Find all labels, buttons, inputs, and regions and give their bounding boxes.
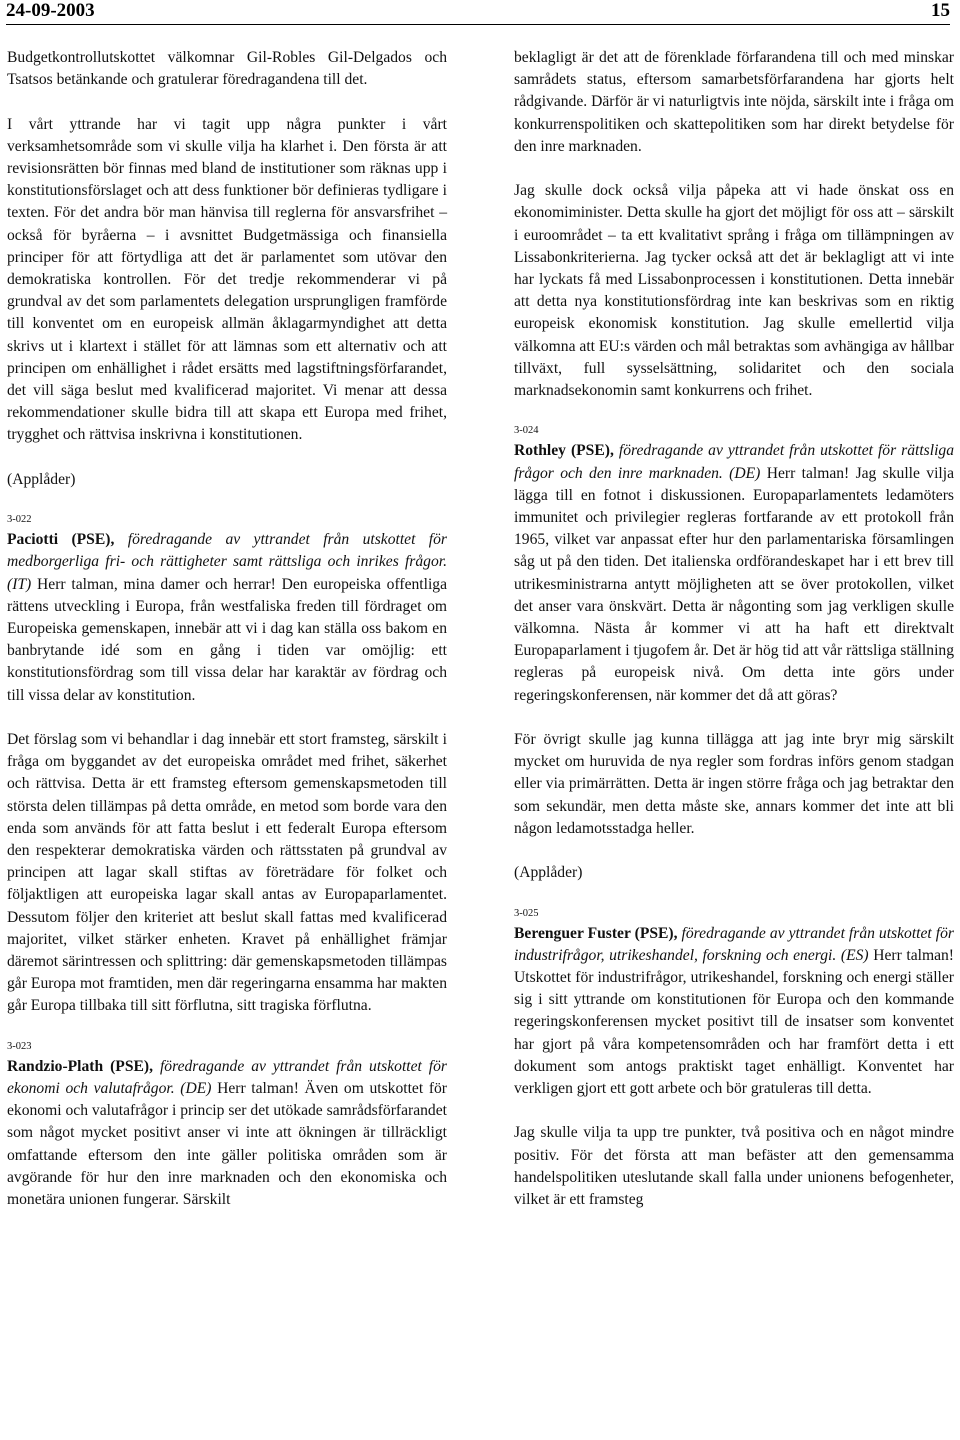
speech-id: 3-023 [7,1040,32,1052]
speaker-name: Randzio-Plath (PSE), [7,1057,153,1075]
speech-id: 3-024 [514,425,539,437]
speech-text: Herr talman! Utskottet för industrifrågor, utrikeshandel, forskning och energi ställer sig i sitt yttrande om konstitutionen för Europa och den kommande regeringskonferensen mycket positivt till de insatser som konventet har gjort på våra kompetensområden och har framfört detta i ett dokument som antogs praktiskt taget enhälligt. Konventet har verkligen gjort ett gott arbete och bör gratuleras till detta. [514,946,954,1098]
left-column [7,47,447,1211]
language-code: (DE) [180,1080,212,1098]
applause-note: (Applåder) [514,864,583,882]
page-number: 15 [931,0,950,21]
paragraph: Jag skulle vilja ta upp tre punkter, två positiva och en något mindre positiv. För det första att man befäster att den gemensamma handelspolitiken uteslutande skall falla under unionens befogenheter, vilket är ett framsteg [514,1124,954,1209]
language-code: (DE) [729,464,761,482]
speaker-role: föredragande av yttrandet från utskottet för medborgerliga fri- och rättigheter samt rättsliga och inrikes frågor. [7,531,447,571]
speech-text: Herr talman! Jag skulle vilja lägga till en fotnot i diskussionen. Europaparlamentets ledamöters immunitet och privilegier regleras fortfarande av ett protokoll från 1965, vilket var anpassat efter hur den parlamentariska församlingen såg ut på den tiden. Det italienska ordförandeskapet har i ett brev till utrikesministrarna antytt möjligheten att se över protokollen, vilket det anser vara önskvärt. Detta är någonting som jag verkligen skulle välkomna. Nästa år kommer vi att ha haft ett direktvalt Europaparlament i tjugofem år. Det är hög tid att vår rättsliga ställning regleras på europeisk nivå. Om detta inte görs under regeringskonferensen, när kommer det då att göras? [514,464,954,704]
speech-id: 3-025 [514,907,539,919]
speaker-name: Paciotti (PSE), [7,531,115,549]
header-date: 24-09-2003 [6,0,95,21]
speaker-role: föredragande av yttrandet från utskottet för rättsliga frågor och den inre marknaden. [514,442,955,482]
paragraph: Jag skulle dock också vilja påpeka att vi hade önskat oss en ekonomiminister. Detta skulle ha gjort det möjligt för oss att – särskilt i euroområdet – ta ett kvalitativt språng i fråga om tillämpningen av Lissabonkriterierna. Jag tycker också att det är beklagligt att vi inte har lyckats få med Lissabonprocessen i konstitutionen. Detta innebär att detta nya konstitutionsfördrag inte kan beskrivas som en riktig europeisk ekonomisk konstitution. Jag skulle emellertid vilja välkomna att EU:s värden och mål betraktas som avhängiga av hållbar tillväxt, full sysselsättning, solidaritet och den sociala marknadsekonomin samt konkurrens och frihet. [514,182,954,400]
paragraph: beklagligt är det att de förenklade förfarandena till och med minskar samrådets status, eftersom samarbetsförfarandena har gjorts helt rådgivande. Därför är vi naturligtvis inte nöjda, särskilt inte i fråga om konkurrenspolitiken och skattepolitiken som har direkt betydelse för den inre marknaden. [514,49,954,155]
speech-id: 3-022 [7,514,32,526]
speaker-role: föredragande av yttrandet från utskottet för industrifrågor, utrikeshandel, forskning och energi. [514,924,954,964]
language-code: (IT) [7,575,32,593]
speaker-name: Rothley (PSE), [514,442,614,460]
speech-text: Herr talman! Även om utskottet för ekonomi och valutafrågor i princip ser det utökade samrådsförfarandet som något mycket positivt anser vi inte att ökningen är tillräckligt omfattande eftersom den inte gäller politiska områden som är avgörande för hur den inre marknaden och den ekonomiska och monetära unionen fungerar. Särskilt [7,1080,447,1209]
paragraph: För övrigt skulle jag kunna tillägga att jag inte bryr mig särskilt mycket om huruvida de nya regler som fordras införs genom stadgan eller via primärrätten. Detta är ingen större fråga och jag betraktar den som sekundär, men detta måste ske, annars kommer det inte att bli någon ledamotsstadga heller. [514,731,954,837]
speaker-role: föredragande av yttrandet från utskottet för ekonomi och valutafrågor. [7,1057,448,1098]
speaker-name: Berenguer Fuster (PSE), [514,924,678,942]
paragraph: Budgetkontrollutskottet välkomnar Gil-Robles Gil-Delgados och Tsatsos betänkande och gratulerar föredragandena till det. [7,49,447,89]
applause-note: (Applåder) [7,470,76,488]
page-header [6,0,950,25]
paragraph: Det förslag som vi behandlar i dag innebär ett stort framsteg, särskilt i fråga om byggandet av det europeiska området med frihet, säkerhet och rättvisa. Detta är ett framsteg eftersom gemenskapsmetoden till största delen tillämpas på detta område, en metod som borde vara den enda som används för att fatta beslut i ett federalt Europa eftersom den respekterar demokratiska värden och rättsstaten på grundval av principen att lagar skall stiftas av företrädare för folket och följaktligen att europeiska lagar skall antas av Europaparlamentet. Dessutom följer den kriteriet att beslut skall fattas med kvalificerad majoritet, vilket stärker enheten. Kravet på enhällighet främjar däremot särintressen och splittring: där gemenskapsmetoden tillämpas går Europa mot framtiden, men där regeringarna ensamma har makten går Europa tillbaka till sitt förflutna, sitt tragiska förflutna. [7,731,447,1015]
paragraph: I vårt yttrande har vi tagit upp några punkter i vårt verksamhetsområde som vi skulle vilja ha klarhet i. Den första är att revisionsrätten bör finnas med bland de institutioner som räknas upp i konstitutionsförslaget och att dess funktioner bör definieras tydligare i texten. För det andra bör man hänvisa till reglerna för ansvarsfrihet – också för byråerna – i avsnittet Budgetmässiga och finansiella principer för att förtydliga att det är parlamentet som utövar den demokratiska kontrollen. För det tredje rekommenderar vi på grundval av det som parlamentets delegation ursprungligen framförde till konventet om en europeisk allmän åklagarmyndighet att detta skrivs ut i klartext i stället för att lämnas som ett alternativ och att principen om enhällighet i rådet ersätts med lagstiftningsförfarandet, det vill säga beslut med kvalificerad majoritet. Vi menar att dessa rekommendationer skulle bidra till att skapa ett Europa med frihet, trygghet och rättvisa inskrivna i konstitutionen. [7,115,447,444]
speech-berenguer-fuster [514,923,954,1101]
speech-rothley [514,440,954,706]
language-code: (ES) [840,946,869,964]
speech-text: Herr talman, mina damer och herrar! Den europeiska offentliga rättens utveckling i Europa, från westfaliska freden till fördraget om Europeiska gemenskapen, innebär att vi i dag kan ställa oss bakom en banbrytande idé som en gång i tiden var omöjlig: ett konstitutionsfördrag som till vissa delar har karaktär av fördrag och till vissa delar av konstitution. [7,575,448,704]
speech-randzio-plath [7,1056,447,1211]
speech-paciotti [7,529,447,707]
right-column [514,47,954,1211]
